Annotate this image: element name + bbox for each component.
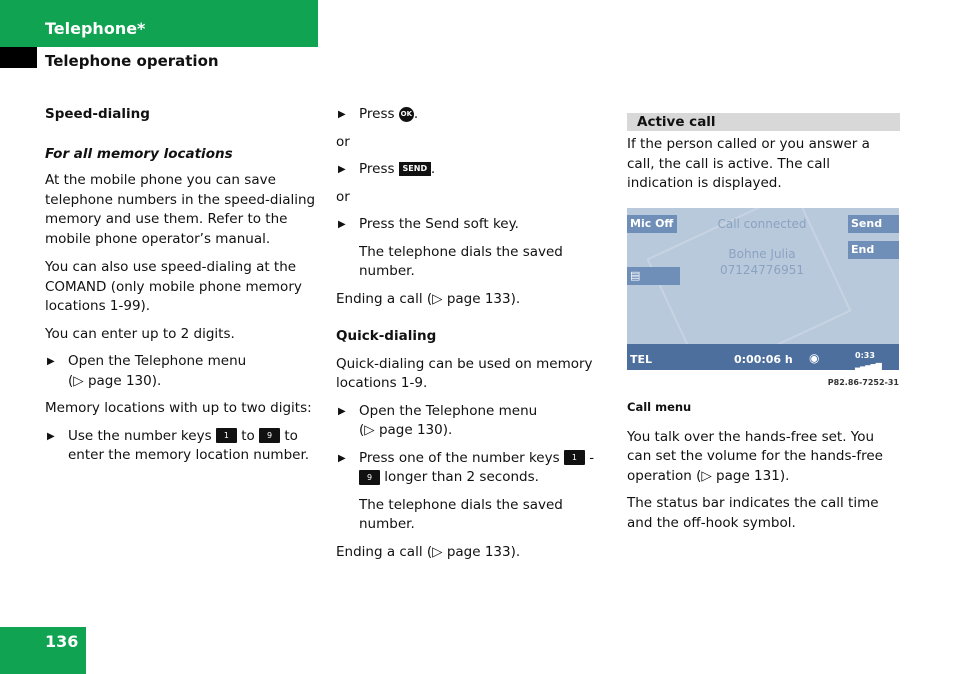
page-reference[interactable]: (▷ page 130). bbox=[68, 372, 162, 389]
bullet-item: ▶ Open the Telephone menu (▷ page 130). bbox=[338, 402, 538, 438]
paragraph: You can enter up to 2 digits. bbox=[45, 325, 235, 342]
bullet-arrow-icon: ▶ bbox=[338, 164, 346, 175]
bullet-item: ▶ Press one of the number keys 1 - 9 longer than 2 seconds. bbox=[338, 449, 595, 485]
speed-dialing-heading: Speed-dialing bbox=[45, 106, 150, 122]
end-button[interactable]: End bbox=[848, 241, 899, 259]
key-1-icon: 1 bbox=[564, 450, 585, 465]
bullet-arrow-icon: ▶ bbox=[338, 452, 346, 464]
phonebook-button[interactable] bbox=[627, 267, 680, 285]
signal-strength-icon: ▂▃▄▅▆ bbox=[855, 360, 881, 370]
bullet-arrow-icon: ▶ bbox=[47, 430, 55, 442]
key-9-icon: 9 bbox=[359, 470, 380, 485]
chapter-title: Telephone* bbox=[45, 19, 146, 38]
tel-label: TEL bbox=[630, 352, 653, 366]
bullet-arrow-icon: ▶ bbox=[47, 356, 55, 367]
phonebook-icon: ▤ bbox=[630, 268, 641, 282]
bullet-item: ▶ Press the Send soft key. bbox=[336, 215, 612, 235]
or-text: or bbox=[336, 133, 350, 150]
call-status: Call connected bbox=[717, 216, 807, 231]
paragraph: If the person called or you answer a call, the call is active. The call indication is displayed. bbox=[627, 136, 870, 191]
paragraph: Memory locations with up to two digits: bbox=[45, 400, 312, 416]
bullet-item: ▶ Open the Telephone menu (▷ page 130). bbox=[47, 353, 247, 389]
caller-name: Bohne Julia bbox=[728, 246, 796, 261]
bullet-arrow-icon: ▶ bbox=[338, 109, 346, 120]
header-marker bbox=[0, 47, 37, 68]
status-clock: 0:33 bbox=[855, 350, 875, 360]
send-button[interactable]: Send bbox=[848, 215, 899, 233]
bullet-arrow-icon: ▶ bbox=[338, 219, 346, 230]
paragraph: You can also use speed-dialing at the COMAND (only mobile phone memory locations 1-99). bbox=[45, 259, 302, 314]
section-title: Telephone operation bbox=[45, 52, 219, 70]
key-9-icon: 9 bbox=[259, 428, 280, 443]
column-2 bbox=[336, 105, 612, 562]
paragraph: You talk over the hands-free set. You can set the volume for the hands-free operation (▷ page 131). bbox=[627, 428, 883, 484]
figure-code: P82.86-7252-31 bbox=[827, 377, 899, 387]
page-reference[interactable]: Ending a call (▷ page 133). bbox=[336, 543, 521, 560]
send-key-icon: SEND bbox=[399, 162, 431, 176]
page-reference[interactable]: (▷ page 130). bbox=[359, 422, 453, 438]
status-bar bbox=[627, 344, 899, 370]
result-text: The telephone dials the saved number. bbox=[359, 243, 563, 279]
call-menu-screenshot bbox=[627, 208, 899, 370]
result-text: The telephone dials the saved number. bbox=[359, 496, 563, 532]
bullet-item: ▶ Use the number keys 1 to 9 to enter the memory location number. bbox=[47, 427, 310, 463]
quick-dialing-heading: Quick-dialing bbox=[336, 328, 437, 344]
record-icon: ◉ bbox=[809, 350, 820, 365]
bullet-item: ▶ Press OK . bbox=[336, 105, 612, 125]
bullet-item: ▶ Press SEND . bbox=[336, 160, 612, 180]
memory-locations-subheading: For all memory locations bbox=[45, 145, 233, 162]
paragraph: Quick-dialing can be used on memory locations 1-9. bbox=[336, 355, 593, 391]
ok-key-icon: OK bbox=[399, 107, 414, 122]
page-reference[interactable]: Ending a call (▷ page 133). bbox=[336, 290, 521, 307]
key-1-icon: 1 bbox=[216, 428, 237, 443]
active-call-heading: Active call bbox=[627, 113, 900, 131]
paragraph: At the mobile phone you can save telephone numbers in the speed-dialing memory and use them. Refer to the mobile phone operator’s manual. bbox=[45, 172, 316, 247]
call-timer: 0:00:06 h bbox=[734, 352, 793, 366]
mic-off-button[interactable]: Mic Off bbox=[627, 215, 677, 233]
column-3 bbox=[627, 113, 900, 533]
figure-caption: Call menu bbox=[627, 400, 692, 414]
column-1 bbox=[45, 105, 319, 466]
bullet-arrow-icon: ▶ bbox=[338, 405, 346, 417]
caller-number: 07124776951 bbox=[720, 262, 804, 277]
or-text: or bbox=[336, 188, 350, 205]
paragraph: The status bar indicates the call time and the off-hook symbol. bbox=[627, 495, 879, 531]
page-number: 136 bbox=[45, 632, 79, 651]
